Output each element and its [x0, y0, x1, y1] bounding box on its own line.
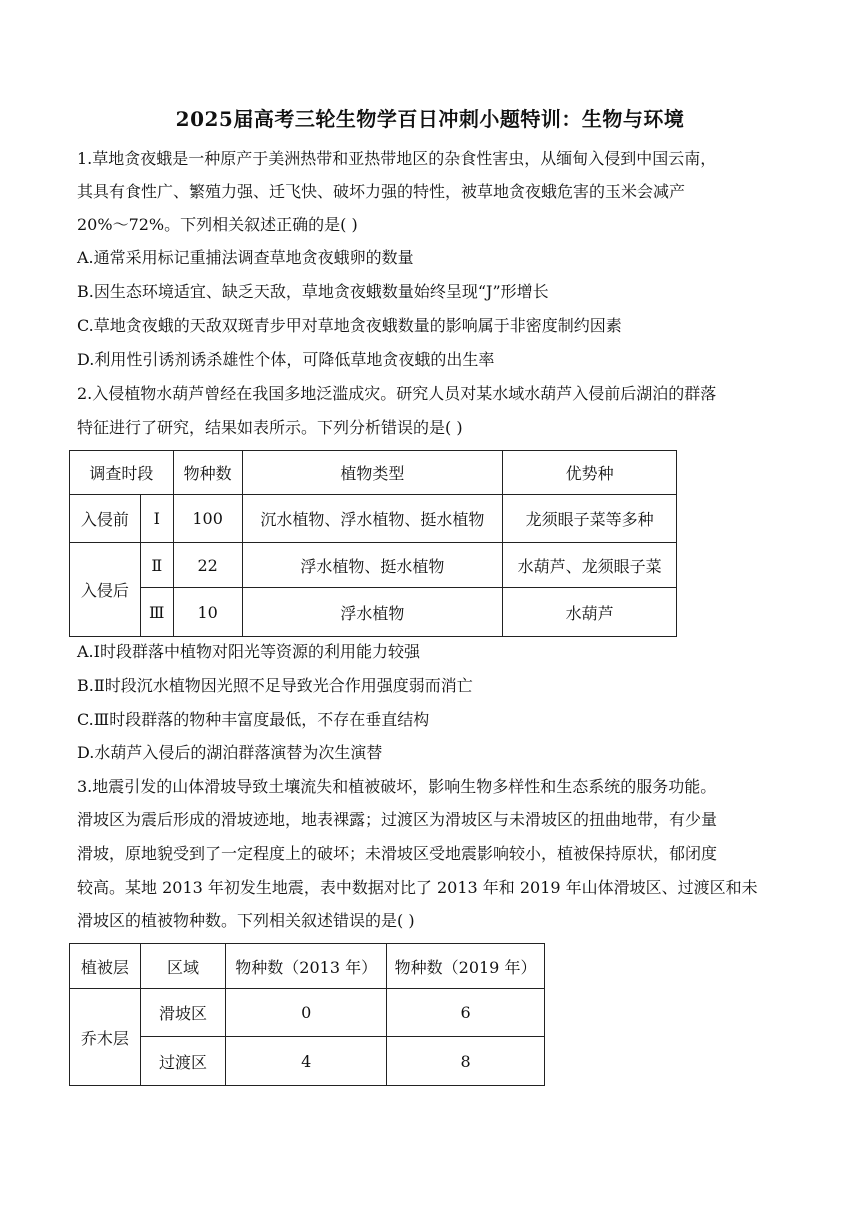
- q3-count2019-2: 8: [387, 1037, 545, 1086]
- q2-option-a: A.Ⅰ时段群落中植物对阳光等资源的利用能力较强: [77, 642, 420, 661]
- q3-stem-line-1: 3.地震引发的山体滑坡导致土壤流失和植被破坏，影响生物多样性和生态系统的服务功能。: [77, 777, 717, 796]
- q3-count2019-1: 6: [387, 989, 545, 1037]
- q2-header-period: 调查时段: [70, 451, 174, 495]
- q3-stem-line-2: 滑坡区为震后形成的滑坡迹地，地表裸露；过渡区为滑坡区与未滑坡区的扭曲地带，有少量: [77, 810, 718, 829]
- q2-period-1: Ⅰ: [140, 495, 173, 543]
- q3-count2013-2: 4: [226, 1037, 387, 1086]
- q3-table-header-row: [70, 944, 545, 989]
- q2-table: [69, 450, 677, 637]
- q2-dominant-2: 水葫芦、龙须眼子菜: [503, 543, 677, 588]
- q1-option-b: B.因生态环境适宜、缺乏天敌，草地贪夜蛾数量始终呈现“J”形增长: [77, 282, 549, 301]
- q2-count-3: 10: [173, 588, 242, 637]
- q1-stem-line-2: 其具有食性广、繁殖力强、迁飞快、破坏力强的特性，被草地贪夜蛾危害的玉米会减产: [77, 182, 686, 201]
- table-row: [70, 543, 677, 588]
- q3-header-2013: 物种数（2013 年）: [226, 944, 387, 989]
- q1-stem-line-3: 20%～72%。下列相关叙述正确的是( ): [77, 215, 358, 234]
- q2-stem-line-1: 2.入侵植物水葫芦曾经在我国多地泛滥成灾。研究人员对某水域水葫芦入侵前后湖泊的群落: [77, 384, 717, 403]
- q2-header-dominant: 优势种: [503, 451, 677, 495]
- q2-option-b: B.Ⅱ时段沉水植物因光照不足导致光合作用强度弱而消亡: [77, 676, 473, 695]
- q1-option-a: A.通常采用标记重捕法调查草地贪夜蛾卵的数量: [77, 248, 414, 267]
- q2-period-2: Ⅱ: [140, 543, 173, 588]
- q2-header-plant-type: 植物类型: [242, 451, 503, 495]
- q3-header-layer: 植被层: [70, 944, 141, 989]
- q2-type-2: 浮水植物、挺水植物: [242, 543, 503, 588]
- q2-period-3: Ⅲ: [140, 588, 173, 637]
- q3-stem-line-3: 滑坡，原地貌受到了一定程度上的破坏；未滑坡区受地震影响较小，植被保持原状，郁闭度: [77, 844, 718, 863]
- table-row: [70, 588, 677, 637]
- table-row: [70, 1037, 545, 1086]
- q2-option-d: D.水葫芦入侵后的湖泊群落演替为次生演替: [77, 743, 383, 762]
- q2-stem-line-2: 特征进行了研究，结果如表所示。下列分析错误的是( ): [77, 418, 463, 437]
- q3-group-tree-layer: 乔木层: [70, 989, 141, 1086]
- table-row: [70, 989, 545, 1037]
- q1-stem-line-1: 1.草地贪夜蛾是一种原产于美洲热带和亚热带地区的杂食性害虫，从缅甸入侵到中国云南，: [77, 149, 717, 168]
- q2-type-3: 浮水植物: [242, 588, 503, 637]
- q2-dominant-1: 龙须眼子菜等多种: [503, 495, 677, 543]
- q2-dominant-3: 水葫芦: [503, 588, 677, 637]
- q2-header-species-count: 物种数: [173, 451, 242, 495]
- q2-group-after: 入侵后: [70, 543, 141, 637]
- table-row: [70, 495, 677, 543]
- q3-stem-line-4: 较高。某地 2013 年初发生地震，表中数据对比了 2013 年和 2019 年山体滑坡区、过渡区和未: [77, 878, 758, 897]
- q3-stem-line-5: 滑坡区的植被物种数。下列相关叙述错误的是( ): [77, 911, 415, 930]
- q3-region-1: 滑坡区: [140, 989, 226, 1037]
- q2-table-header-row: [70, 451, 677, 495]
- q3-region-2: 过渡区: [140, 1037, 226, 1086]
- q1-option-d: D.利用性引诱剂诱杀雄性个体，可降低草地贪夜蛾的出生率: [77, 350, 495, 369]
- q2-count-1: 100: [173, 495, 242, 543]
- q2-option-c: C.Ⅲ时段群落的物种丰富度最低，不存在垂直结构: [77, 710, 430, 729]
- q3-header-region: 区域: [140, 944, 226, 989]
- q3-count2013-1: 0: [226, 989, 387, 1037]
- q2-count-2: 22: [173, 543, 242, 588]
- q3-table: [69, 943, 545, 1086]
- q3-header-2019: 物种数（2019 年）: [387, 944, 545, 989]
- page-title: 2025届高考三轮生物学百日冲刺小题特训：生物与环境: [175, 107, 685, 131]
- q2-group-before: 入侵前: [70, 495, 141, 543]
- q2-type-1: 沉水植物、浮水植物、挺水植物: [242, 495, 503, 543]
- q1-option-c: C.草地贪夜蛾的天敌双斑青步甲对草地贪夜蛾数量的影响属于非密度制约因素: [77, 316, 622, 335]
